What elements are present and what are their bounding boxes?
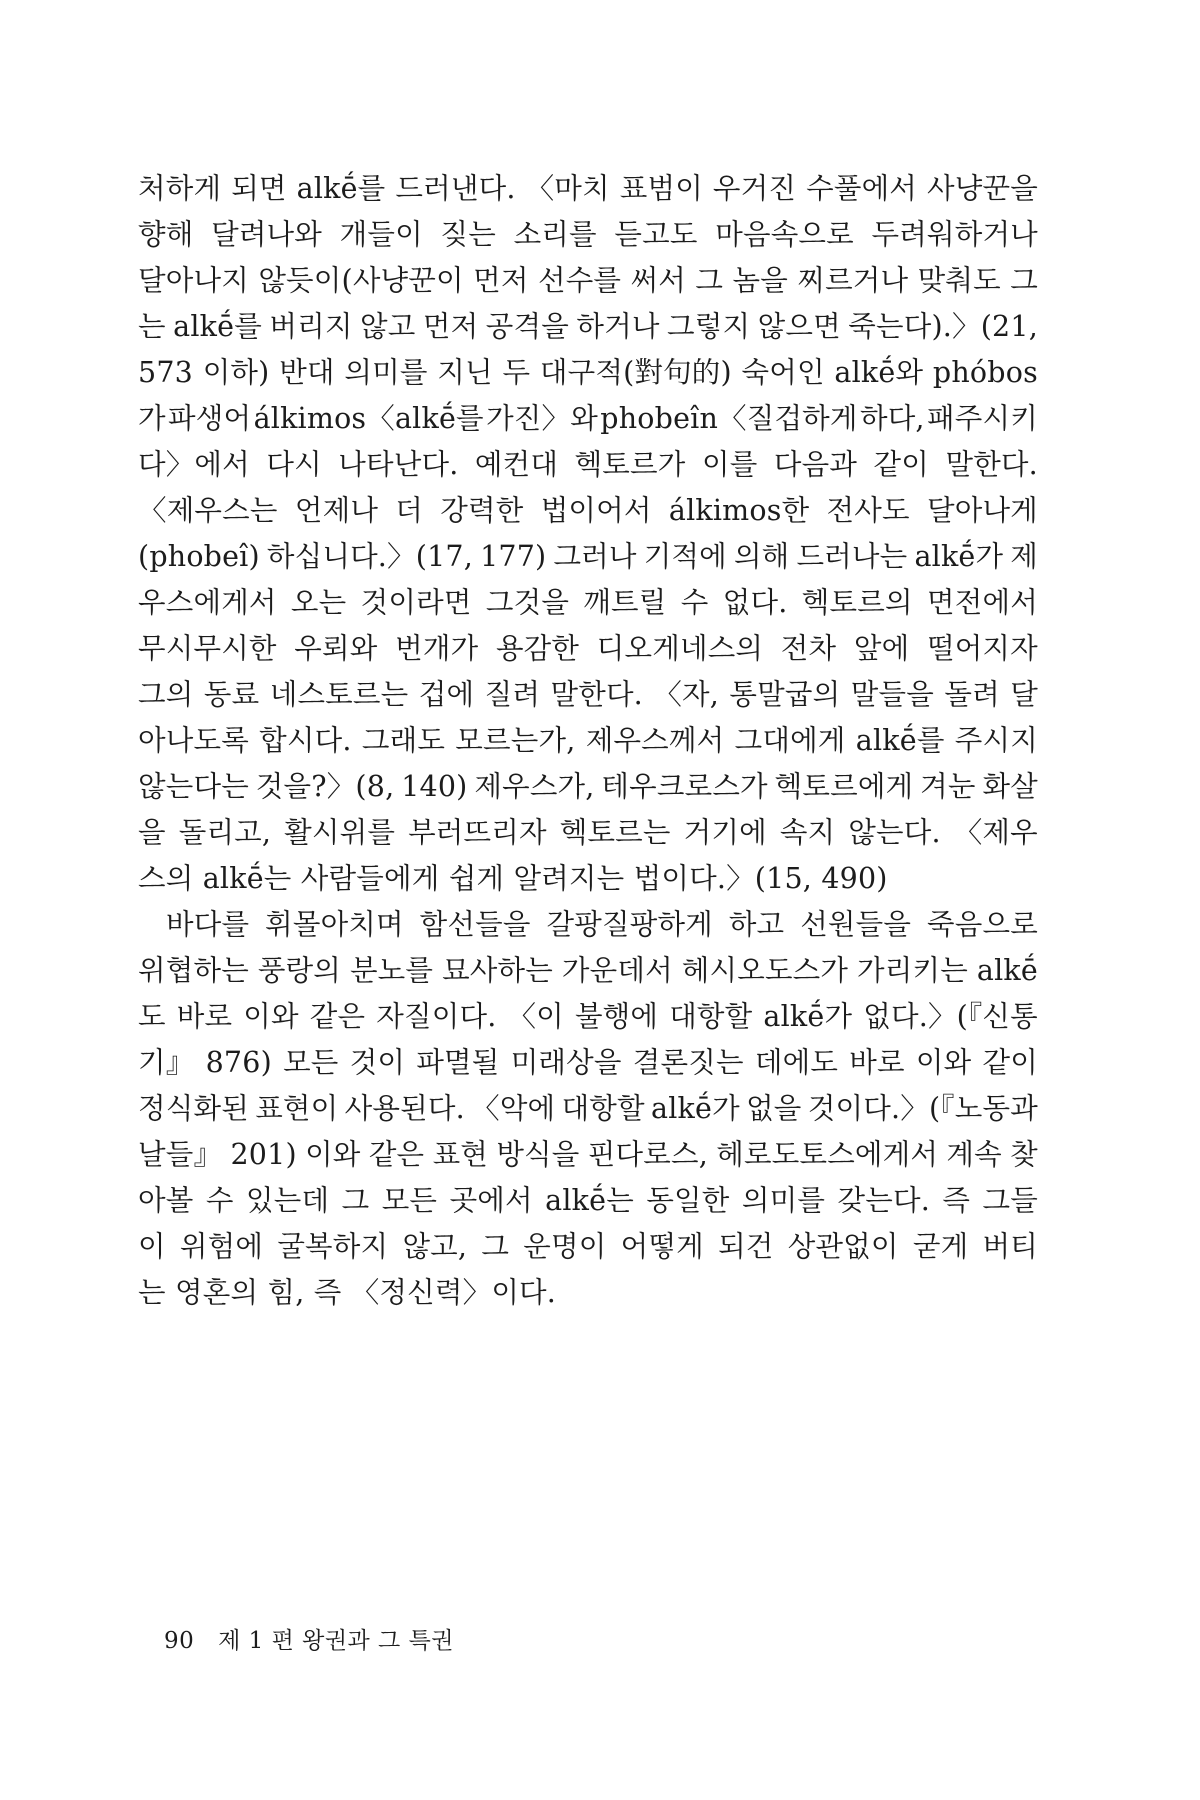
text-line: 바다를 휘몰아치며 함선들을 갈팡질팡하게 하고 선원들을 죽음으로	[166, 908, 1038, 941]
text-line: 는 영혼의 힘, 즉 〈정신력〉이다.	[138, 1276, 557, 1309]
text-line: 이 위험에 굴복하지 않고, 그 운명이 어떻게 되건 상관없이 굳게 버티	[138, 1230, 1038, 1263]
text-line: 아볼 수 있는데 그 모든 곳에서 alkḗ는 동일한 의미를 갖는다. 즉 그들	[138, 1184, 1038, 1217]
text-line: 달아나지 않듯이(사냥꾼이 먼저 선수를 써서 그 놈을 찌르거나 맞춰도 그	[138, 264, 1038, 297]
text-line: 는 alkḗ를 버리지 않고 먼저 공격을 하거나 그렇지 않으면 죽는다).〉(21,	[138, 310, 1038, 343]
text-line: (phobeî) 하십니다.〉(17, 177) 그러나 기적에 의해 드러나는 alkḗ가 제	[138, 540, 1038, 573]
text-line: 날들』 201) 이와 같은 표현 방식을 핀다로스, 헤로도토스에게서 계속 찾	[138, 1138, 1038, 1171]
text-line: 무시무시한 우뢰와 번개가 용감한 디오게네스의 전차 앞에 떨어지자	[138, 632, 1038, 665]
page-number: 90	[164, 1628, 195, 1654]
text-line: 처하게 되면 alkḗ를 드러낸다. 〈마치 표범이 우거진 수풀에서 사냥꾼을	[138, 172, 1038, 205]
text-line: 기』 876) 모든 것이 파멸될 미래상을 결론짓는 데에도 바로 이와 같이	[138, 1046, 1038, 1079]
running-title: 제 1 편 왕권과 그 특권	[218, 1628, 455, 1654]
page-footer	[164, 1622, 454, 1655]
text-line: 573 이하) 반대 의미를 지닌 두 대구적(對句的) 숙어인 alkḗ와 phóbos	[138, 356, 1038, 389]
text-line: 도 바로 이와 같은 자질이다. 〈이 불행에 대항할 alkḗ가 없다.〉(『신통	[138, 1000, 1038, 1033]
text-line: 위협하는 풍랑의 분노를 묘사하는 가운데서 헤시오도스가 가리키는 alkḗ	[138, 954, 1038, 987]
text-line: 다〉에서 다시 나타난다. 예컨대 헥토르가 이를 다음과 같이 말한다.	[138, 448, 1038, 481]
text-line: 가 파생어 álkimos〈alkḗ를 가진〉와 phobeîn〈질겁하게 하다, 패주시키	[138, 402, 1038, 435]
text-line: 정식화된 표현이 사용된다. 〈악에 대항할 alkḗ가 없을 것이다.〉(『노동과	[138, 1092, 1038, 1125]
text-line: 향해 달려나와 개들이 짖는 소리를 듣고도 마음속으로 두려워하거나	[138, 218, 1038, 251]
text-line: 〈제우스는 언제나 더 강력한 법이어서 álkimos한 전사도 달아나게	[138, 494, 1038, 527]
text-line: 우스에게서 오는 것이라면 그것을 깨트릴 수 없다. 헥토르의 면전에서	[138, 586, 1038, 619]
text-line: 아나도록 합시다. 그래도 모르는가, 제우스께서 그대에게 alkḗ를 주시지	[138, 724, 1038, 757]
text-line: 그의 동료 네스토르는 겁에 질려 말한다. 〈자, 통말굽의 말들을 돌려 달	[138, 678, 1038, 711]
text-line: 스의 alkḗ는 사람들에게 쉽게 알려지는 법이다.〉(15, 490)	[138, 862, 888, 895]
text-line: 않는다는 것을?〉(8, 140) 제우스가, 테우크로스가 헥토르에게 겨눈 화살	[138, 770, 1038, 803]
text-line: 을 돌리고, 활시위를 부러뜨리자 헥토르는 거기에 속지 않는다. 〈제우	[138, 816, 1038, 849]
body-text	[138, 166, 1038, 1316]
